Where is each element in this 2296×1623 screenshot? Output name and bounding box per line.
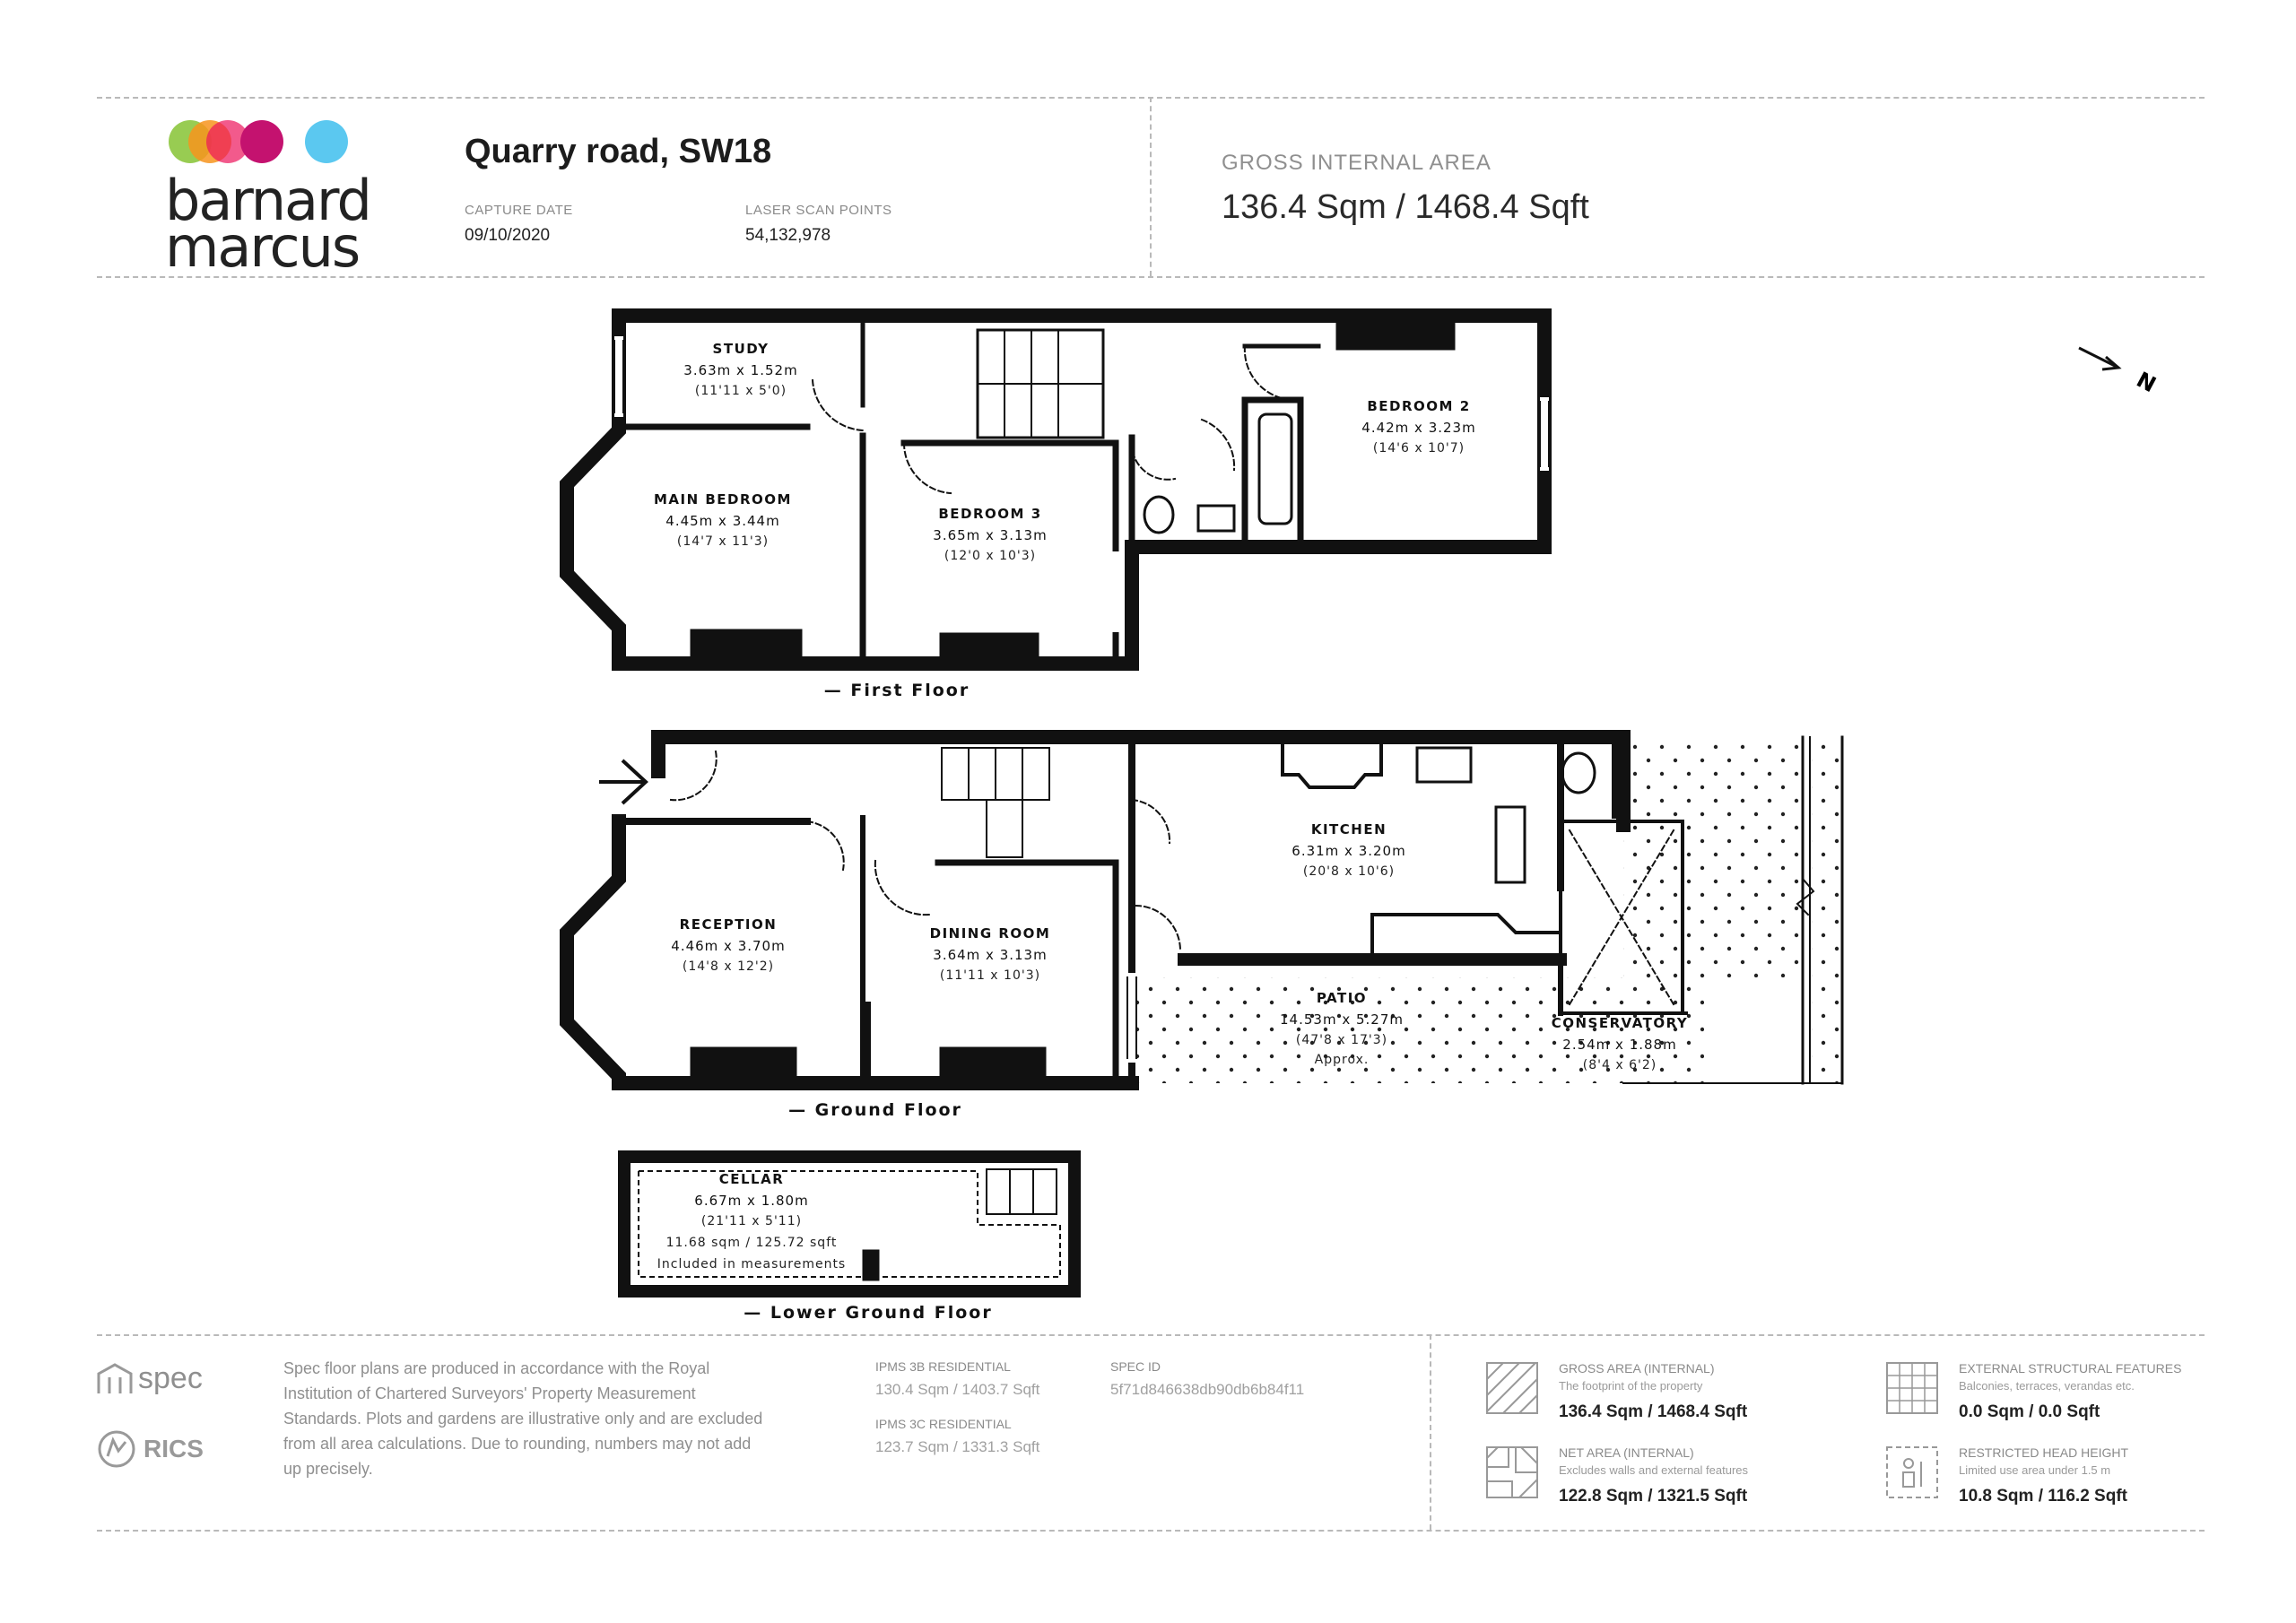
ipms3c-label: IPMS 3C RESIDENTIAL: [875, 1417, 1012, 1431]
main-bedroom-label: MAIN BEDROOM: [653, 491, 793, 508]
gross-area-title: GROSS AREA (INTERNAL): [1559, 1361, 1715, 1376]
disclaimer-line: up precisely.: [283, 1460, 373, 1478]
conservatory-imp: (8'4 x 6'2): [1582, 1058, 1657, 1072]
patio-dim: 14.53m x 5.27m: [1280, 1011, 1404, 1028]
reception-imp: (14'8 x 12'2): [682, 959, 775, 974]
main-bedroom-imp: (14'7 x 11'3): [676, 534, 770, 549]
restricted-height-value: 10.8 Sqm / 116.2 Sqft: [1959, 1487, 2127, 1506]
rics-logo: [97, 1429, 204, 1469]
net-area-value: 122.8 Sqm / 1321.5 Sqft: [1559, 1487, 1748, 1506]
main-bedroom-dim: 4.45m x 3.44m: [665, 513, 780, 529]
capture-date-label: CAPTURE DATE: [465, 203, 573, 218]
spec-house-icon: [97, 1363, 133, 1395]
bedroom3-label: BEDROOM 3: [938, 506, 1042, 522]
ground-floor-label: — Ground Floor: [788, 1100, 962, 1120]
restricted-height-title: RESTRICTED HEAD HEIGHT: [1959, 1445, 2129, 1460]
disclaimer-line: Standards. Plots and gardens are illustrative only and are excluded: [283, 1410, 763, 1428]
gia-label: GROSS INTERNAL AREA: [1222, 151, 1492, 175]
patio-label: PATIO: [1316, 990, 1368, 1006]
disclaimer-text: [283, 1356, 822, 1481]
kitchen-imp: (20'8 x 10'6): [1302, 864, 1396, 879]
dining-imp: (11'11 x 10'3): [939, 968, 1041, 983]
patio-imp: (47'8 x 17'3): [1295, 1033, 1388, 1047]
footer-vertical-divider: [1430, 1334, 1431, 1530]
bedroom3-dim: 3.65m x 3.13m: [933, 527, 1048, 543]
laser-points-label: LASER SCAN POINTS: [745, 203, 892, 218]
bedroom2-label: BEDROOM 2: [1367, 398, 1471, 414]
ipms3b-label: IPMS 3B RESIDENTIAL: [875, 1359, 1011, 1374]
disclaimer-line: Spec floor plans are produced in accordance with the Royal: [283, 1359, 710, 1377]
kitchen-label: KITCHEN: [1310, 821, 1387, 838]
gross-area-sub: The footprint of the property: [1559, 1379, 1703, 1393]
restricted-height-icon: [1885, 1445, 1939, 1499]
spec-id-label: SPEC ID: [1110, 1359, 1161, 1374]
disclaimer-line: from all area calculations. Due to rounding, numbers may not add: [283, 1435, 752, 1453]
garden-hatch: [1623, 741, 1803, 977]
rics-logo-text: RICS: [144, 1435, 204, 1462]
dining-dim: 3.64m x 3.13m: [933, 947, 1048, 963]
ipms3b-value: 130.4 Sqm / 1403.7 Sqft: [875, 1381, 1040, 1398]
gross-area-value: 136.4 Sqm / 1468.4 Sqft: [1559, 1402, 1748, 1421]
spec-id-value: 5f71d846638db90db6b84f11: [1110, 1381, 1305, 1398]
rics-emblem-icon: [97, 1429, 136, 1469]
spec-logo: [97, 1361, 203, 1396]
lower-ground-floor-label: — Lower Ground Floor: [744, 1303, 993, 1323]
entrance-arrow-icon: [599, 760, 646, 803]
ipms3c-value: 123.7 Sqm / 1331.3 Sqft: [875, 1438, 1040, 1455]
capture-date-value: 09/10/2020: [465, 226, 551, 245]
study-label: STUDY: [712, 341, 770, 357]
gross-area-icon: [1485, 1361, 1539, 1415]
bedroom2-dim: 4.42m x 3.23m: [1361, 420, 1476, 436]
cellar-dim: 6.67m x 1.80m: [694, 1193, 809, 1209]
kitchen-dim: 6.31m x 3.20m: [1292, 843, 1406, 859]
page-title: Quarry road, SW18: [465, 133, 772, 170]
cellar-label: CELLAR: [718, 1171, 785, 1187]
brand-line-1: barnard: [165, 168, 370, 233]
external-features-value: 0.0 Sqm / 0.0 Sqft: [1959, 1402, 2100, 1421]
patio-note: Approx.: [1314, 1053, 1370, 1067]
conservatory-dim: 2.54m x 1.88m: [1562, 1037, 1677, 1053]
reception-label: RECEPTION: [679, 916, 778, 933]
reception-dim: 4.46m x 3.70m: [671, 938, 786, 954]
study-imp: (11'11 x 5'0): [694, 384, 787, 398]
brand-line-2: marcus: [165, 214, 360, 280]
bedroom2-imp: (14'6 x 10'7): [1372, 441, 1465, 456]
net-area-title: NET AREA (INTERNAL): [1559, 1445, 1694, 1460]
first-floor-label: — First Floor: [823, 681, 970, 700]
spec-logo-text: spec: [138, 1361, 203, 1395]
net-area-icon: [1485, 1445, 1539, 1499]
laser-points-value: 54,132,978: [745, 226, 831, 245]
footer-top-divider: [97, 1334, 2205, 1336]
disclaimer-line: Institution of Chartered Surveyors' Property Measurement: [283, 1384, 696, 1402]
conservatory-label: CONSERVATORY: [1551, 1015, 1689, 1031]
net-area-sub: Excludes walls and external features: [1559, 1463, 1749, 1477]
compass-label: N: [2132, 367, 2161, 398]
garden-strip-hatch: [1812, 741, 1844, 1083]
restricted-height-sub: Limited use area under 1.5 m: [1959, 1463, 2111, 1477]
footer-bottom-divider: [97, 1530, 2205, 1532]
study-dim: 3.63m x 1.52m: [683, 362, 798, 378]
external-features-title: EXTERNAL STRUCTURAL FEATURES: [1959, 1361, 2182, 1376]
gia-value: 136.4 Sqm / 1468.4 Sqft: [1222, 188, 1589, 226]
dining-label: DINING ROOM: [929, 925, 1051, 942]
compass-icon: [2079, 348, 2160, 397]
cellar-area: 11.68 sqm / 125.72 sqft: [665, 1236, 838, 1250]
cellar-note: Included in measurements: [657, 1257, 847, 1271]
cellar-imp: (21'11 x 5'11): [700, 1214, 803, 1228]
external-features-icon: [1885, 1361, 1939, 1415]
bedroom3-imp: (12'0 x 10'3): [944, 549, 1037, 563]
external-features-sub: Balconies, terraces, verandas etc.: [1959, 1379, 2135, 1393]
